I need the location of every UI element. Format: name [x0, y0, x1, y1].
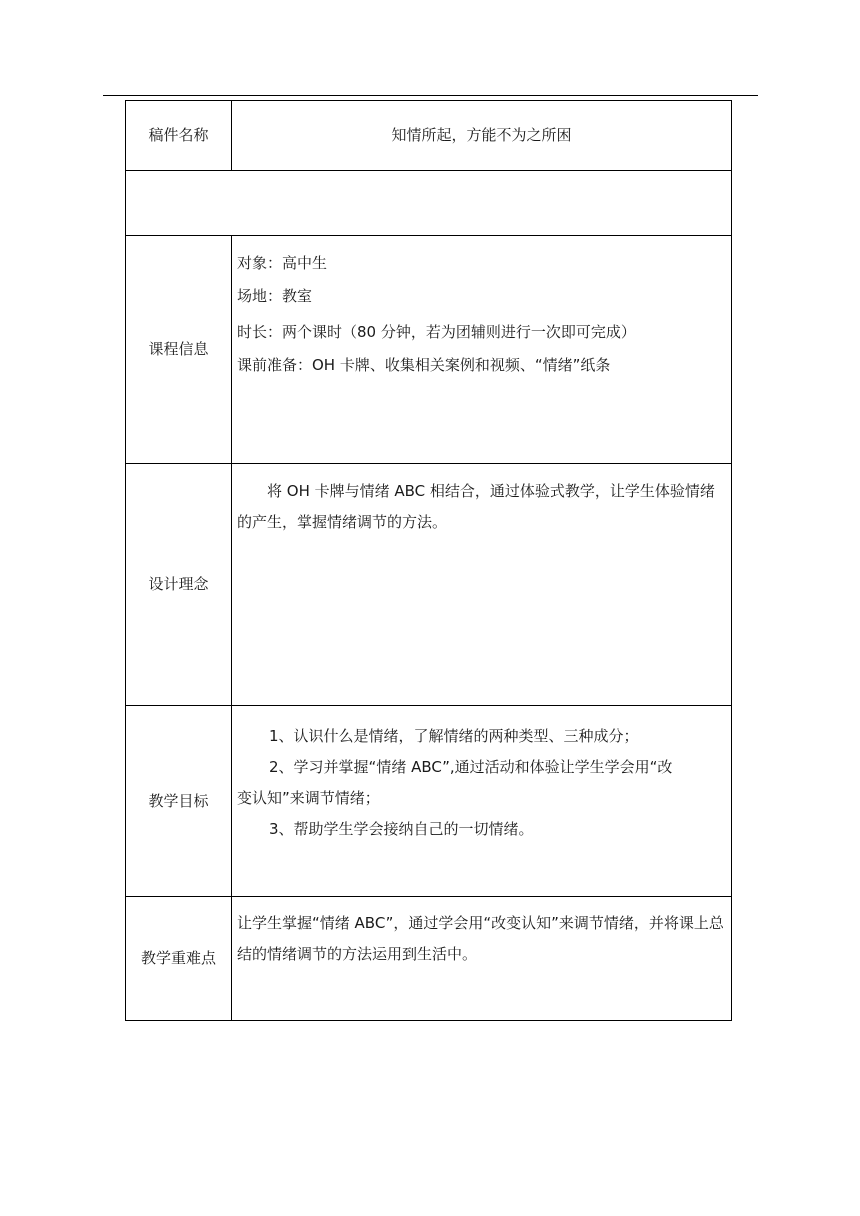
key-points-text: 让学生掌握“情绪 ABC”，通过学会用“改变认知”来调节情绪，并将课上总结的情绪调节的方法运用到生活中。: [237, 914, 724, 963]
goal-item-1: 1、认识什么是情绪，了解情绪的两种类型、三种成分；: [269, 727, 639, 745]
course-info-label: 课程信息: [126, 236, 232, 464]
info-duration: 时长：两个课时（80 分钟，若为团辅则进行一次即可完成）: [237, 323, 636, 341]
design-concept-label: 设计理念: [126, 464, 232, 706]
info-preparation: 课前准备：OH 卡牌、收集相关案例和视频、“情绪”纸条: [237, 356, 611, 374]
blank-row: [126, 171, 732, 236]
design-concept-text: 将 OH 卡牌与情绪 ABC 相结合，通过体验式教学，让学生体验情绪的产生，掌握情绪调节的方法。: [237, 482, 715, 531]
info-audience: 对象：高中生: [237, 254, 328, 272]
header-rule: [103, 95, 758, 96]
teaching-goals-content: [232, 706, 732, 897]
key-points-label: 教学重难点: [126, 897, 232, 1021]
course-info-content: [232, 236, 732, 464]
design-concept-row: [126, 464, 732, 706]
lesson-plan-table: [125, 100, 732, 1021]
key-points-row: [126, 897, 732, 1021]
design-concept-content: [232, 464, 732, 706]
key-points-content: [232, 897, 732, 1021]
goal-item-2: 2、学习并掌握“情绪 ABC”,通过活动和体验让学生学会用“改: [269, 758, 673, 776]
course-info-row: [126, 236, 732, 464]
info-venue: 场地：教室: [237, 287, 313, 305]
title-value: 知情所起，方能不为之所困: [232, 101, 732, 171]
goal-item-3: 3、帮助学生学会接纳自己的一切情绪。: [269, 820, 534, 838]
teaching-goals-row: [126, 706, 732, 897]
goal-item-2-continued: 变认知”来调节情绪；: [237, 789, 380, 807]
title-row: [126, 101, 732, 171]
teaching-goals-label: 教学目标: [126, 706, 232, 897]
blank-cell: [126, 171, 732, 236]
title-label: 稿件名称: [126, 101, 232, 171]
